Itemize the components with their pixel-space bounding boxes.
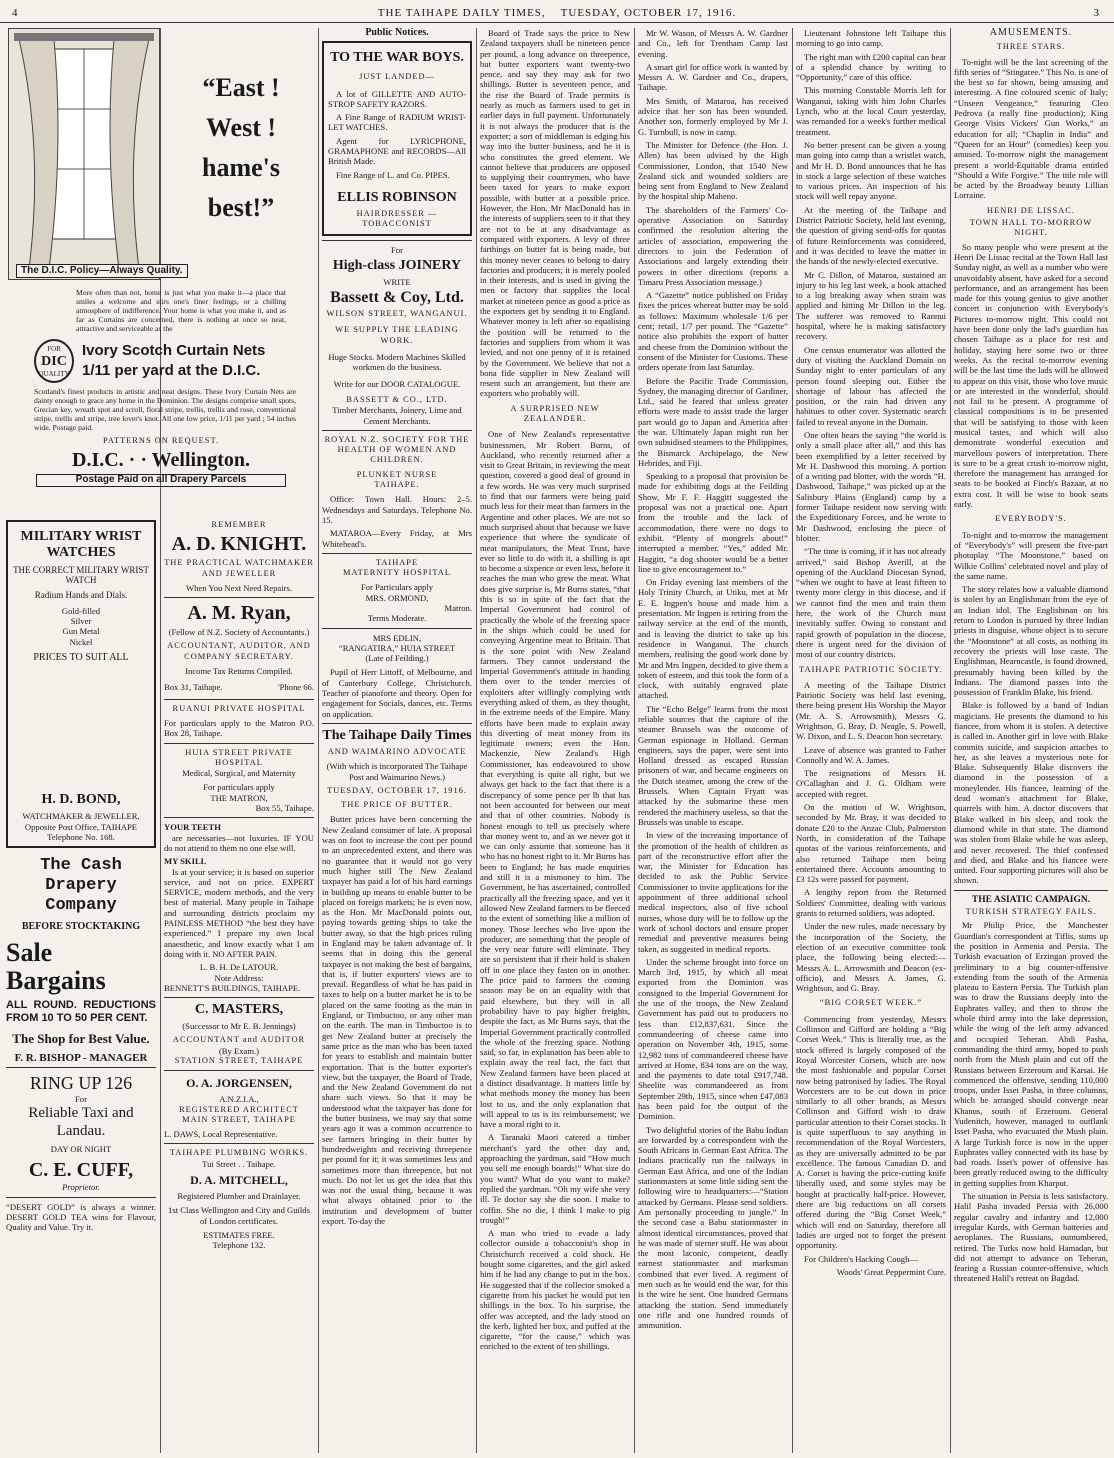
bargains-heading: Bargains xyxy=(6,965,106,995)
column-6: Lieutenant Johnstone left Taihape this morning to go into camp. The right man with £200 capital can hear of a splendid chance by writing to “Opportunity,” care of this office. This morning Constable Morris left for Wanganui, taking with him John Charles Lynch, who at the local Court yesterday, was remanded for a week's further medical treatment. No better present can be given a young man going into camp than a wristlet watch, and Mr H. D. Bond announces that he has in stock a large selection of these watches to various prices. An inspection of his stock will well repay anyone. At the meeting of the Taihape and District Patriotic Society, held last evening, the question of giving send-offs for quotas of future Reinforcements was considered, and it was decided to leave the matter in the hands of the newly-elected executive. Mr C. Dillon, of Mataroa, sustained an injury to his leg last week, a hook attached to a log breaking away when strain was applied and hitting Mr Dillon in the leg. The sufferer was removed to Rannui hospital, where he is making satisfactory recovery. One census enumerator was allotted the duty of visiting the Auckland Domain on Sunday night to enter particulars of any person found sleeping out. Either the shortage of labour has affected the position, or the rain had driven any habitues to other cover. Systematic search failed to reveal anyone in the Domain. One often hears the saying “the world is only a small place after all,” and this has been exemplified by a letter received by Mr H. Dashwood this morning. A portion of a writing pad blotter, with the words “H. Dashwood, Taihape,” was picked up at the Salisbury Plains (England) camp by a former Taihape resident now serving with the Expeditionary Forces, and he wrote to Mr Dashwood, enclosing the piece of blotter. “The time is coming, if it has not already arrived,” said Bishop Averill, at the opening of the Auckland Diocesan Synod, “when we ought to have at least fifteen to twenty more clergy in this diocese, and if we cannot find the men and train them here, the work of the Church must inevitably suffer. Owing to constant and rapid growth of population in the diocese, there is urgent need for the division of most of our country districts. TAIHAPE PATRIOTIC SOCIETY. A meeting of the Taihape District Patriotic Society was held last evening, there being present His Worship the Mayor (Mr. A. S. Arrowsmith), Messrs G. Wrightson, G. Bray, D. Neagle, S. Powell, W. Dixon, and L. S. Deacon hon secretary. Leave of absence was granted to Father Connolly and W. A. James. The resignations of Messrs H. O'Callaghan and J. G. Oldham were accepted with regret. On the motion of W. Wrightson, seconded by Mr. Bray, it was decided to donate £20 to the Anzac Club, Palmerston North, in consideration of the Taihape quotas of the various reinforcements, and also returned Taihape men being entertained there. Accounts amounting to £3 12s were passed for payment. A lengthy report from the Returned Soldiers' Committee, dealing with various grants to returned soldiers, was adopted. Under the new rules, made necessary by the incorporation of the Society, the election of an executive committee took place, the following being elected:—Messrs A. L. Arrowsmith and Deacon (ex-officio), and Messrs A. James, G. Wrightson, and G. Bray. “BIG CORSET WEEK.” Commencing from yesterday, Messrs Collinson and Gifford are holding a “Big Corset Week.” This is literally true, as the stock offered is largely composed of the Royal Worcester Corsets, which are now the most fashionable and popular Corset now being patronised by ladies. The Royal Worcesters are to be cut down in price similarly to all other brands, as Messrs Collinson and Gifford wish to draw particular attention to their Corset stocks. It is quite superfluous to say anything in recommendation of the Royal Worcesters, as they are universally admitted to be par excellence. The famous Canadian D. and A. Corset is having the price-cutting knife liberally used, and some styles may be bought at practically half-price. However, there are big reductions on all corsets offered during the “Big Corset Week,” which will end on Saturday, therefore all ladies are urged not to forget the present opportunity. For Children's Hacking Cough— Woods' Great Peppermint Cure. xyxy=(796,28,946,1277)
ryan-name: A. M. Ryan, xyxy=(187,602,291,625)
military-watch-advert: MILITARY WRIST WATCHES THE CORRECT MILITARY WRIST WATCH Radium Hands and Dials. Gold-filled Silver Gun Metal Nickel PRICES TO SUIT ALL H. D. BOND, WATCHMAKER & JEWELLER, Opposite Post Office, TAIHAPE Telephone No. 168. xyxy=(6,520,156,848)
column-rule xyxy=(950,28,951,1453)
dic-slogan: “East ! West ! hame's best!” xyxy=(202,73,280,222)
column-3: Public Notices. TO THE WAR BOYS. JUST LANDED— A lot of GILLETTE AND AUTO-STROP SAFETY RAZORS. A Fine Range of RADIUM WRIST-LET WATCHES. Agent for LYRICPHONE, GRAMAPHONE and RECORDS—All British Made. Fine Range of L. and Co. PIPES. ELLIS ROBINSON HAIRDRESSER — TOBACCONIST For High-class JOINERY WRITE Bassett & Coy, Ltd. WILSON STREET, WANGANUI. WE SUPPLY THE LEADING WORK. Huge Stocks. Modern Machines Skilled workmen do the business. Write for our DOOR CATALOGUE. BASSETT & CO., LTD. Timber Merchants, Joinery, Lime and Cement Merchants. ROYAL N.Z. SOCIETY FOR THE HEALTH OF WOMEN AND CHILDREN. PLUNKET NURSE TAIHAPE. Office: Town Hall. Hours: 2–5. Wednesdays and Saturdays. Telephone No. 15. MATAROA—Every Friday, at Mrs Whitehead's. TAIHAPE MATERNITY HOSPITAL For Particulars apply MRS. ORMOND, Matron. Terms Moderate. MRS EDLIN, “RANGATIRA,” HUIA STREET (Late of Feilding.) Pupil of Herr Littoff, of Melbourne, and of Canterbury College, Christchurch. Teacher of pianoforte and theory. Open for engagement for Socials, dances, etc. Terms on application. The Taihape Daily Times AND WAIMARINO ADVOCATE (With which is incorporated The Taihape Post and Waimarino News.) TUESDAY, OCTOBER 17, 1916. THE PRICE OF BUTTER. Butter prices have been concerning the New Zealand consumer of late. A proposal was on foot to increase the cost per pound to an unprecedented extent, and there was no guarantee that it would not go very much higher still The New Zealand taxpayer has paid a lot of his hard earnings in building up means to enable butter to be placed on foreign markets; he is even now, as the Hon. Mr MacDonald points out, paying towards getting ships to take the butter away, so that the high prices ruling in England may be taken advantage of. It seems that in doing this the general taxpayer is not making the best of bargains, that is, if butter exporters' views are to prevail. Regardless of what he has paid in taxes to help on a butter market he is to be placed on the same footing as the man in England, or Timbuctoo, or any other man on the earth. The man in Timbuctoo is to get New Zealand butter at precisely the same price as the man who has been taxed for years to establish and maintain butter exportation. That is the butter exporter's view, but the taxpayer, the Board of Trade, and the New Zealand Government do not share such views. So that it may be understood what the taxpayer has done for the butter business, we may say that some years ago it was a common occurrence to see farmers bringing in their butter by hundredweights and receiving threepence per pound for it; it was sometimes less and sometimes more than threepence, but not much. Do not let us get the idea that this was not the usual thing, because it was what always obtained prior to the institution and development of butter export. To-day the xyxy=(322,28,472,1227)
column-2: REMEMBER A. D. KNIGHT. THE PRACTICAL WATCHMAKER AND JEWELLER When You Next Need Repairs. A. M. Ryan, (Fellow of N.Z. Society of Accountants.) ACCOUNTANT, AUDITOR, AND COMPANY SECRETARY. Income Tax Returns Compiled. Box 31, Taihape. 'Phone 66. RUANUI PRIVATE HOSPITAL For particulars apply to the Matron P.O. Box 28, Taihape. HUIA STREET PRIVATE HOSPITAL Medical, Surgical, and Maternity For particulars apply THE MATRON, Box 55, Taihape. YOUR TEETH are necessaries—not luxuries. IF YOU do not attend to them no one else will. MY SKILL Is at your service; it is based on superior service, and not on price. EXPERT SERVICE, modern methods, and the very best of material. Many people in Taihape and surrounding districts proclaim my PAINLESS METHOD “the best they have experienced.” I prepare my own local anaesthetic, and know exactly what I am doing with it. NO AFTER PAIN. L. B. H. De LATOUR. Note Address: BENNETT'S BUILDINGS, TAIHAPE. C. MASTERS, (Successor to Mr E. B. Jennings) ACCOUNTANT and AUDITOR (By Exam.) STATION STREET, TAIHAPE O. A. JORGENSEN, A.N.Z.I.A., REGISTERED ARCHITECT MAIN STREET, TAIHAPE L. DAWS, Local Representative. TAIHAPE PLUMBING WORKS. Tui Street . . Taihape. D. A. MITCHELL, Registered Plumber and Drainlayer. 1st Class Wellington and City and Guilds of London certificates. ESTIMATES FREE. Telephone 132. xyxy=(164,520,314,1251)
column-rule xyxy=(318,28,319,1453)
sale-heading: Sale xyxy=(6,937,53,967)
column-rule xyxy=(792,28,793,1453)
cash-drapery-advert: The Cash Drapery Company BEFORE STOCKTAKING Sale Bargains ALL ROUND. REDUCTIONS FROM 10 TO 50 PER CENT. The Shop for Best Value. F. R. BISHOP - MANAGER xyxy=(6,856,156,1064)
dic-advert xyxy=(6,28,316,508)
dic-badge-icon: FOR DIC QUALITY xyxy=(34,339,74,383)
dic-patterns: PATTERNS ON REQUEST. xyxy=(102,436,220,445)
dic-signature: D.I.C. · · Wellington. xyxy=(72,449,250,472)
dic-product: Ivory Scotch Curtain Nets xyxy=(82,342,266,359)
dic-intro: More often than not, home is just what you make it—a place that smiles a welcome and stirs one's finer feelings, or a chilling atmosphere of indifference. Your home is what you make it, and as far as Curtains are concerned, there is nothing at once so neat, attractive and serviceable as the xyxy=(76,288,286,333)
column-7: AMUSEMENTS. THREE STARS. To-night will be the last screening of the fifth series of “Stingaree.” This No. is one of the best so far shown, being amusing and interesting. A fine coloured scenic of Italy; “Unseen Vengeance,” featuring Cleo Pedrova (a really fine production); King George Visits Vickers' Gun Works,” an education for all; “Chaplin in India” and “Queen for an Hour” (comedies) keep you amused. To-morrow night the management present a world-Equitable drama entitled “Should a Wife Forgive.” The title role will be acted by the Broadway beauty Lillian Lorraine. HENRI DE LISSAC. TOWN HALL TO-MORROW NIGHT. So many people who were present at the Henri De Lissac recital at the Town Hall last Sunday night, as well as a number who were unavoidably absent, have asked for a second performance, and an arrangement has been made for this young genius to give another concert in conjunction with Everybody's Pictures to-morrow night. This could not have been done only the lad's guardian has chosen Taihape as a place for rest and holiday, staying here some two or three weeks. As the recital to-morrow evening will be the last time the lads will be allowed to appear on this visit, those who love music or are interested in the wonderful, should not fail to be present. A programme of classical compositions is to be presented that will be satisfying to those with keen musical tastes, and which will also demonstrate wonderful execution and marvellous powers of interpretation. There is sure to be a great crush to-morrow night, therefore the management has arranged for seats to be booked at Finch's Bazaar, at no extra cost. It will be wise to book seats early. EVERYBODY'S. To-night and to-morrow the management of “Everybody's” will present the five-part photoplay “The Moonstone,” based on Wilkie Collins' celebrated novel and play of the same name. The story relates how a valuable diamond is stolen by an Englishman from the eye of an Indian idol. The Englishman on his return to London is pursued by three Indian priests in disguise, whose object is to secure the “Moonstone” at all costs, as nothing its recovery the priests will lose caste. The Englishman, Hearncastle, is found drowned, presumably having been killed by the Indians. The diamond passes into the possession of Franklin Blake, his friend. Blake is followed by a band of Indian magicians. He presents the diamond to his fiancee, from whom it is stolen. A detective is called in. Another girl in love with Blake commits suicide, and suspicion attaches to her, as she leaves a mysterious note for Blake. Subsequently Blake discovers the diamond in the possession of a moneylender. His fiancee, learning of the dead woman's attachment for Blake, quarrels with him. A doctor discovers that Blake walked in his sleep, and took the diamond while in that state. The diamond was stolen from Blake while he was asleep, and never recovered. The thief confessed and died, and Blake and his fiancee were united. Four supporting pictures will also be shown. THE ASIATIC CAMPAIGN. TURKISH STRATEGY FAILS. Mr Philip Price, the Manchester Guardian's correspondent at Tiflis, sums up the position in Armenia and Persia. The Turkish evacuation of Erzingan proved the preliminary to a big counter-offensive extending from the south of the Armenia plateau to Eastern Persia. The Turkish plan was to draw the Russians deeply into the Euphrates valley, and then to throw the whole third army into the lake depression, while the wing of the left army advanced and occupied Teheran. Abdi Pasha, commanding the third army, hoped to push north from the Mush plain and cut off the Russians between Erzeroum and Karsai. He commenced the offensive, sending 110,000 troops, under Isset Pasha, in three columns, which he arranged should converge near Khanus, south of Erzeroum. General Yudenitch, however, managed to outflank Isset Pasha, who evacuated the Mush plain. A large Turkish force is now in the upper Euphrates valley connected with its base by bad roads. Isset's power of offensive has been greatly reduced owing to the difficulty in getting supplies from Kharput. The situation in Persia is less satisfactory. Halil Pasha invaded Persia with 26,000 regular cavalry and infantry and 12,000 irregular Kurds, with German batteries and aeroplanes. The Russians, outnumbered, retired. The Turks now hold Hamadan, but did not attempt to advance on Teheran, fearing a Russian counter-offensive, which threatened Halil's retreat on Bagdad. xyxy=(954,28,1108,1284)
column-rule xyxy=(476,28,477,1453)
editorial-masthead: The Taihape Daily Times xyxy=(322,727,472,743)
page-number-right: 3 xyxy=(1093,7,1100,19)
dic-postage: Postage Paid on all Drapery Parcels xyxy=(36,474,286,486)
page-number: 4 xyxy=(12,7,19,19)
window-curtain-illustration xyxy=(8,28,160,280)
masthead xyxy=(0,4,1114,23)
column-1 xyxy=(6,520,156,1450)
dic-policy: The D.I.C. Policy—Always Quality. xyxy=(16,264,188,278)
column-4: Board of Trade says the price to New Zealand taxpayers shall be nineteen pence per pound, a long advance on threepence, but butter exporters want twenty-two pence, and say they may ask for two shillings. Butter is seventeen pence, and the rise the Board of Trade permits is nearly as much as farmers used to get in earlier days in full payment. Unfortunately it is not always the producer that is the exporter; a sort of middleman is edging his way into the butter business, and he it is who constitutes the greed element. We cannot believe that producers are opposed to supplying their countrymen, who have been taxed for years to make export possible, with butter at a possible price. However, the Hon. Mr MacDonald has in the interests of suppliers seen to it that they are not to be at any disadvantage as compared with exporters. A levy of three farthings on butter fat is being made, but this money never ceases to belong to dairy factories and producers; it is merely pooled in their interests, and is used in giving the men or factory that supplies the local market at nineteen pence as good a price as the exporters get by sending it to England. Whatever money is left after so equalising the position will be returned to the factories and suppliers from whom it was levied, and not one penny of it is retained by the Government. We believe that not a bona fide supplier in New Zealand will resent such an arrangement, but there are exporters who probably will. A SURPRISED NEW ZEALANDER. One of New Zealand's representative businessmen, Mr Robert Burns, of Auckland, who recently returned after a visit to Great Britain, in reviewing the meat question, covered a good deal of ground in a few words. He was very much surprised to find that our farmers were being paid much less for their meat than farmers in the Argentine and other places. We are not so much surprised about that because we have experience that where the syndicate of meat manipulators, the Meat Trust, have ever so little to do with it, a shilling is apt to become a sixpence or even less, before it reaches the man who grew the meat. What does give surprise is, Mr Burns states, “that this is so in spite of the fact that the Imperial Government had control of practically the whole of the freezing space in the ships which could be used for conveying Argentine meat to Britain. That is the sore point with New Zealand farmers. They cannot understand the Imperial Government's attitude in handing them over to the tender mercies of exploiters after willingly complying with everything asked of them, as they thought, in the extreme needs of the Empire. Many efforts have been made to explain away this diverting of meat money from its legitimate owners; even the Hon. Mackenzie, New Zealand's High Commissioner, has endeavoured to show that everything is quite all right, but we always get back to the fact that there is a discrepancy of some pence per lb that has not been accounted for between our meat and that of other countries. Nobody is honest enough to tell us precisely where that money went to, and as we never got it we can only assume that someone has it who has no honest right to it. Mr Burns has been to England; he has made enquiries and still it is a mismoney to him. The Government, he has ascertained, controlled practically all the freezing space, and yet it allowed New Zealand farmers to be fleeced to the extent of something like a million of money. Those leeches who live upon the producer, are something that the people of the very near future will eliminate. They are so persistent that if their hold is shaken off in one place they fasten on in another. The price paid to farmers the coming season may be on an equality with that paid elsewhere, but they will in all probability have to pay higher freights, despite the fact, as Mr Burns says, that the Imperial Government practically controlled the whole of the freezing space. Nothing said, so far, in explanation has been able to explain away the real fact, the fact that New Zealand farmers have been placed at a distinct disadvantage. It matters little by what methods money the money has been lost to us, and the only explanation that will appeal to us is its reimbursement; we have a moral right to it. A Taranaki Maori catered a timber merchant's yard the other day and, approaching the yardman, said “How much you sell me enough boards!” What size do you want? What do you want to make? replied the yardman. “Oh my wife she very ill. Te doctor say she die soon. I make to coffin. She no die, I think I make to pig trough!” A man who tried to evade a lady collector outside a tobacconist's shop in Christchurch received a cold shock. He bought some cigarettes, and the girl asked him if he had any change to put in the box. He suggested that if the collector smoked a cigarette from his packet he would put ten shillings in the box. To his surprise, the offer was accepted, and the lady stood on the kerb, lighted her box, and puffed at the cigarette, “for the cause,” which was enriched to the extent of ten shillings. xyxy=(480,28,630,1352)
dic-price: 1/11 per yard at the D.I.C. xyxy=(82,362,261,379)
paper-title: THE TAIHAPE DAILY TIMES, xyxy=(377,7,546,19)
paper-date: TUESDAY, OCTOBER 17, 1916. xyxy=(560,7,737,19)
column-rule xyxy=(634,28,635,1453)
dic-body: Scotland's finest products in artistic and neat designs. These Ivory Curtain Nets are dainty enough to grace any home in the Dominion. The designs comprise small spots, Grecian key, wreath spot and scroll, floral stripe, trellis, trellis and rose, conventional stripe, trellis and stripe, tree lover's knot. All one low price, 1/11 per yard ; 54 inches wide. Postage paid. xyxy=(34,387,296,432)
editorial-title: THE PRICE OF BUTTER. xyxy=(341,800,453,810)
military-title: MILITARY WRIST WATCHES xyxy=(20,529,142,560)
knight-name: A. D. KNIGHT. xyxy=(171,533,307,556)
joinery-advert: For High-class JOINERY WRITE Bassett & Coy, Ltd. WILSON STREET, WANGANUI. WE SUPPLY THE LEADING WORK. Huge Stocks. Modern Machines Skilled workmen do the business. Write for our DOOR CATALOGUE. BASSETT & CO., LTD. Timber Merchants, Joinery, Lime and Cement Merchants. xyxy=(326,244,468,426)
desert-gold-advert: “DESERT GOLD” is always a winner. DESERT GOLD TEA wins for Flavour, Quality and Value. Try it. xyxy=(6,1201,156,1233)
war-boys-advert: TO THE WAR BOYS. JUST LANDED— A lot of GILLETTE AND AUTO-STROP SAFETY RAZORS. A Fine Range of RADIUM WRIST-LET WATCHES. Agent for LYRICPHONE, GRAMAPHONE and RECORDS—All British Made. Fine Range of L. and Co. PIPES. ELLIS ROBINSON HAIRDRESSER — TOBACCONIST xyxy=(322,41,472,235)
column-5: Mr W. Wason, of Messrs A. W. Gardner and Co., left for Trentham Camp last evening. A smart girl for office work is wanted by Messrs A. W. Gardner and Co., drapers, Taihape. Mrs Smith, of Mataroa, has received advice that her son has been wounded. Another son, formerly employed by Mr J. G. Turnbull, is now in camp. The Minister for Defence (the Hon. J. Allen) has been advised by the High Commissioner, London, that 1540 New Zealand sick and wounded soldiers are being sent from England to New Zealand by the hospital ship Maheno. The shareholders of the Farmers' Co-operative Association on Saturday confirmed the resolution altering the articles of association, empowering the directors to join the Federation of Associations and largely extending their powers in other directions (reports a Timaru Press Association message.) A “Gazette” notice published on Friday fixes the prices whereat butter may be sold as follows: Maximum wholesale 1/6 per cent; retail, 1/7 per pound. The “Gazette” notice also prohibits the export of butter and cheese from the Dominion without the consent of the Minister for Customs. These orders operate from last Saturday. Before the Pacific Trade Commission, Sydney, the managing director of Gardiner, Ltd., said he feared that unless greater efforts were made to assist trade the larger part would go to Japan and America after the war. Ultimately Japan might run her own subsidised steamers to the Philippines, the Bismarck Archipelago, the New Hebrides, and Fiji. Speaking to a proposal that provision be made for exhibiting dogs at the Feilding Show, Mr F. F. Haggitt suggested the proposal was not a practical one. Apart from the trouble and the lack of accommodation, there were no dogs to exhibit. “Plenty of mongrels about!” interrupted a member. “Yes,” added Mr. Haggitt, “a dog shooter would be a better line to give encouragement to.” On Friday evening last members of the Holy Trinity Church, at Utiku, met at Mr E. E. Ingpen's house and made him a presentation. Mr Ingpen is retiring from the railway service at the end of the month, and is leaving the district to take up his residence in Wanganui. The church members, realising the good work done by Mr and Mrs Ingpen, decided to give them a token of esteem, and this took the form of a clock, with suitably engraved plate attached. The “Echo Belge” learns from the most reliable sources that the capture of the steamer Brussels was the outcome of German espionage in Holland. German engineers, says the paper, were sent into Holland dressed as escaped Russian prisoners of war, and became engineers on the Dutch steamer, among the crew of the Brussels. When Captain Fryatt was attacked by the submarine these men rendered the machinery useless, so that the Brussels was unable to escape. In view of the increasing importance of the promotion of the health of children as part of the reconstructive effort after the war, the Minister for Education has decided to ask the Public Service Commissioner to invite applications for the appointment of three additional school medical inspectors, also of five school nurses, whose duty will be to follow up the work of school doctors and ensure proper remedial and preventive measures being taken, as suggested in medical reports. Under the scheme brought into force on March 3rd, 1915, by which all meat exported from the Dominion was consigned to the Imperial Government for the use of the troops, the New Zealand Government has paid out to producers no less than £12,837,631. Since the commandeering of cheese came into operation on November 4th, 1915, some 12,982 tons of commandeered cheese have arrived at Home, 834 tons are on the way, and the payments to date total £917,748. Sheelite was commandeered as from September 29th, 1915, since when £47,083 has been paid for the output of the Dominion. Two delightful stories of the Babu Indian are forwarded by a correspondent with the South Africans in German East Africa. The Indians practically run the railways in German East Africa, and one of the Indian stationmasters at some little siding sent the following wire to headquarters:—“Station attacked by Germans. Please send soldiers. Am personally proceeding to jungle.” In the second case a Babu stationmaster in almost identical circumstances, proved that he was made of sterner stuff. He was about the most laconic, competent, deadly earnest stationmaster and marksman combined that ever lived. A regiment of men such as he would end the war, for this is the wire he sent. One hundred Germans attacking the station. Send immediately one rifle and one hundred rounds of ammunition. xyxy=(638,28,788,1331)
bond-name: H. D. BOND, xyxy=(41,792,121,808)
curtain-window-icon xyxy=(9,29,159,279)
taxi-advert: RING UP 126 For Reliable Taxi and Landau. DAY OR NIGHT C. E. CUFF, Proprietor. xyxy=(28,1072,134,1193)
